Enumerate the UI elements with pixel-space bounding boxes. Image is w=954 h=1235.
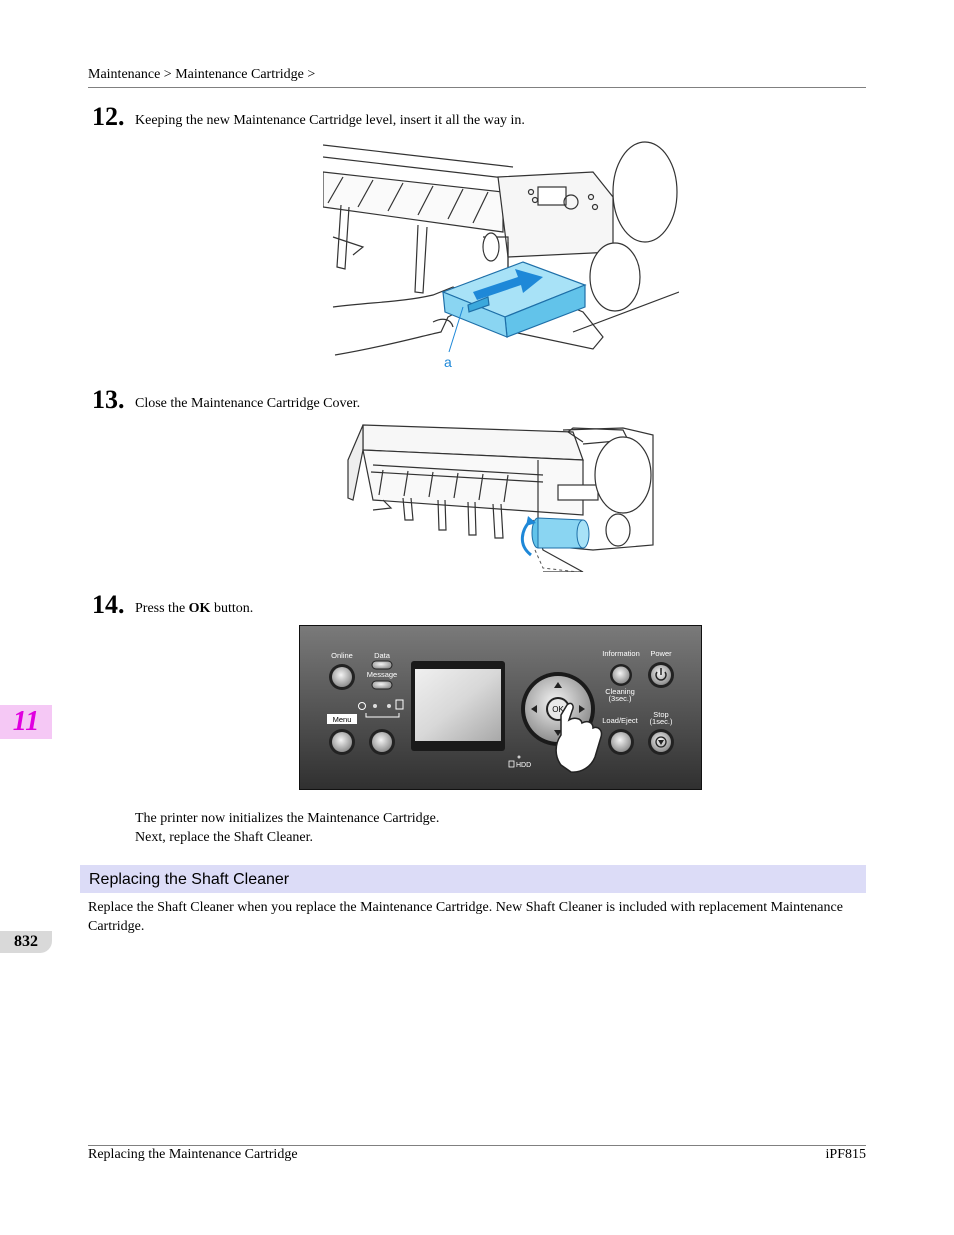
step-14-text-before: Press the xyxy=(135,601,189,616)
page-number-tab: 832 xyxy=(0,931,52,953)
load-eject-label: Load/Eject xyxy=(602,716,638,725)
chapter-tab[interactable]: 11 xyxy=(0,705,52,739)
data-label: Data xyxy=(374,651,390,660)
message-label: Message xyxy=(366,670,398,679)
step-12-number: 12. xyxy=(92,102,125,131)
step-14-text-after: button. xyxy=(210,601,254,616)
data-button[interactable] xyxy=(372,661,392,669)
cleaning-label: Cleaning xyxy=(605,687,635,696)
figure-label-a: a xyxy=(444,354,452,369)
breadcrumb: Maintenance > Maintenance Cartridge > xyxy=(88,67,316,82)
section-title: Replacing the Shaft Cleaner xyxy=(89,871,290,888)
footer-title: Replacing the Maintenance Cartridge xyxy=(88,1147,298,1162)
hdd-label: HDD xyxy=(516,762,532,769)
footer-model: iPF815 xyxy=(825,1147,866,1162)
message-button[interactable] xyxy=(372,681,392,689)
step-12-text: Keeping the new Maintenance Cartridge level, insert it all the way in. xyxy=(135,113,525,128)
footer-divider xyxy=(88,1145,866,1146)
control-panel-illustration xyxy=(299,625,703,791)
cleaning-hint: (3sec.) xyxy=(608,694,632,703)
stop-label: Stop xyxy=(653,710,669,719)
online-label: Online xyxy=(331,651,353,660)
step-13-number: 13. xyxy=(92,385,125,414)
insert-cartridge-illustration xyxy=(323,137,679,369)
note-line-1: The printer now initializes the Maintenance Cartridge. xyxy=(135,811,440,826)
ok-label: OK xyxy=(552,705,564,714)
close-cover-illustration xyxy=(343,420,657,572)
header-divider xyxy=(88,87,866,88)
note-line-2: Next, replace the Shaft Cleaner. xyxy=(135,830,314,845)
step-14-text-bold: OK xyxy=(188,601,211,616)
information-label: Information xyxy=(602,649,640,658)
step-14-text xyxy=(135,601,253,617)
power-label: Power xyxy=(650,649,672,658)
section-body: Replace the Shaft Cleaner when you replace the Maintenance Cartridge. New Shaft Cleaner is included with replacement Maintenance Cartridge. xyxy=(88,900,843,934)
step-14-number: 14. xyxy=(92,590,125,619)
step-13-text: Close the Maintenance Cartridge Cover. xyxy=(135,396,361,411)
stop-hint: (1sec.) xyxy=(649,717,673,726)
menu-label: Menu xyxy=(332,715,352,724)
